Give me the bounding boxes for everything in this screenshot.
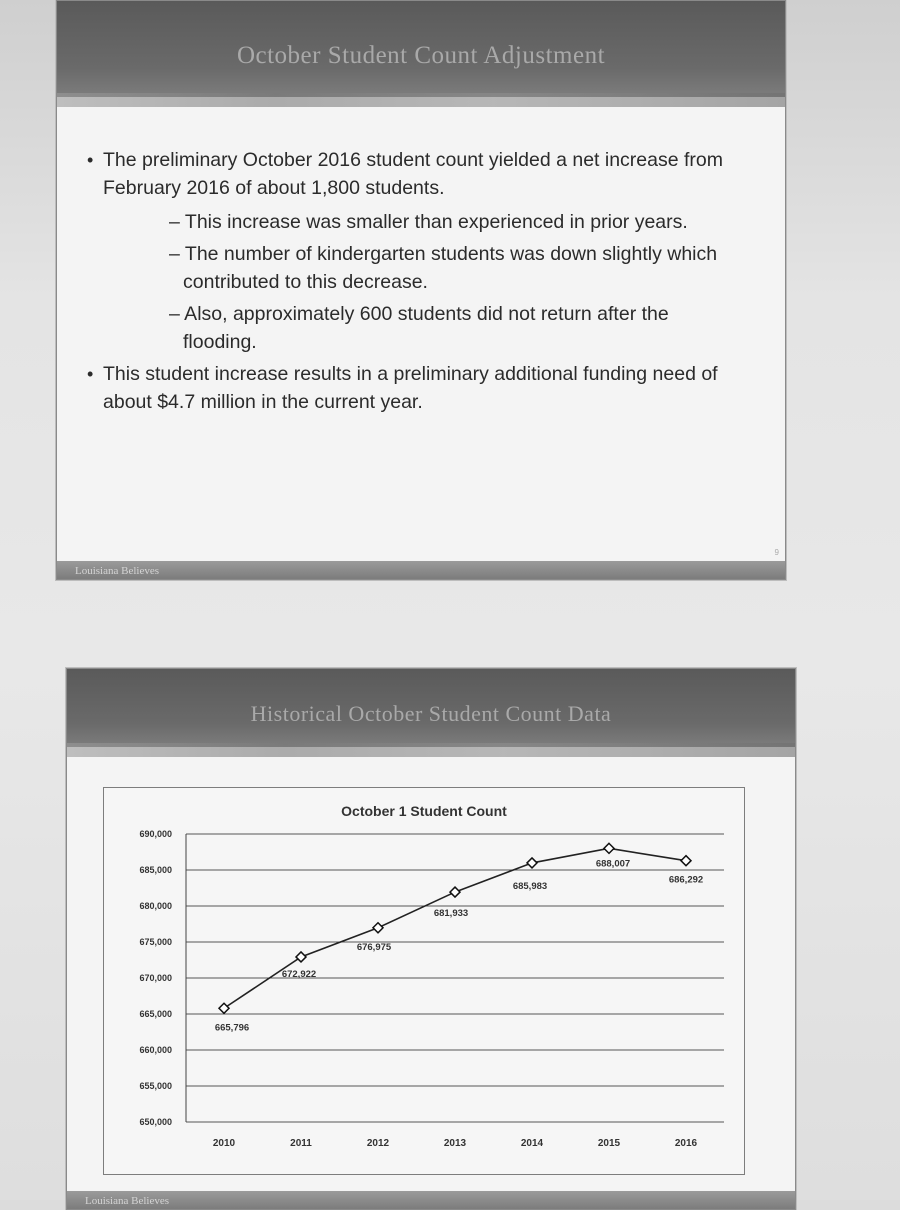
sub-bullet-3: – Also, approximately 600 students did not return after the flooding.: [169, 303, 669, 353]
data-label: 685,983: [512, 880, 548, 892]
x-tick-label: 2014: [520, 1138, 544, 1149]
data-label: 681,933: [433, 908, 469, 920]
y-tick-label: 670,000: [139, 973, 172, 983]
slide1-title-brush: [57, 93, 785, 107]
data-point-marker: [373, 923, 383, 933]
y-tick-label: 665,000: [139, 1009, 172, 1019]
bullet-1-text: The preliminary October 2016 student count yielded a net increase from February 2016 of about 1,800 students.: [103, 149, 724, 199]
y-tick-label: 660,000: [139, 1045, 172, 1055]
y-tick-label: 655,000: [139, 1081, 172, 1091]
data-point-marker: [604, 843, 614, 853]
data-label: 676,975: [356, 941, 392, 953]
y-tick-label: 680,000: [139, 901, 172, 911]
y-tick-label: 675,000: [139, 937, 172, 947]
sub-bullet-2: – The number of kindergarten students was down slightly which contributed to this decrease.: [169, 243, 718, 293]
slide2-footer-label: Louisiana Believes: [85, 1195, 170, 1207]
slide1-footer: [57, 561, 785, 579]
slide1-footer-label: Louisiana Believes: [75, 565, 160, 577]
series-line: [224, 848, 686, 1008]
data-label: 672,922: [281, 968, 317, 980]
data-point-marker: [527, 858, 537, 868]
data-label: 688,007: [595, 858, 631, 870]
slide2-footer: [67, 1191, 795, 1209]
data-point-marker: [681, 856, 691, 866]
y-tick-label: 690,000: [139, 829, 172, 839]
slide1-page-number: 9: [774, 548, 779, 557]
data-point-marker: [296, 952, 306, 962]
line-chart: [104, 788, 744, 1174]
data-point-marker: [450, 887, 460, 897]
bullet-2-text: This student increase results in a preliminary additional funding need of about $4.7 million in the current year.: [103, 363, 718, 413]
y-tick-label: 685,000: [139, 865, 172, 875]
slide2-title-brush: [67, 743, 795, 757]
x-tick-label: 2012: [366, 1138, 390, 1149]
x-tick-label: 2016: [674, 1138, 698, 1149]
bullet-2: [87, 360, 747, 416]
sub-bullet-1: – This increase was smaller than experienced in prior years.: [169, 211, 688, 233]
x-tick-label: 2013: [443, 1138, 467, 1149]
x-tick-label: 2015: [597, 1138, 621, 1149]
slide2-title: Historical October Student Count Data: [67, 669, 795, 747]
data-label: 686,292: [668, 874, 704, 886]
slide1-body: [87, 146, 747, 422]
data-point-marker: [219, 1003, 229, 1013]
x-tick-label: 2010: [212, 1138, 236, 1149]
chart-container: [103, 787, 745, 1175]
slide-student-count-adjustment: [56, 0, 786, 580]
y-tick-label: 650,000: [139, 1117, 172, 1127]
x-tick-label: 2011: [290, 1138, 312, 1149]
chart-title: October 1 Student Count: [341, 803, 507, 819]
bullet-1: [87, 146, 747, 202]
data-label: 665,796: [214, 1022, 250, 1034]
slide1-title: October Student Count Adjustment: [57, 1, 785, 97]
slide-historical-count-data: [66, 668, 796, 1210]
